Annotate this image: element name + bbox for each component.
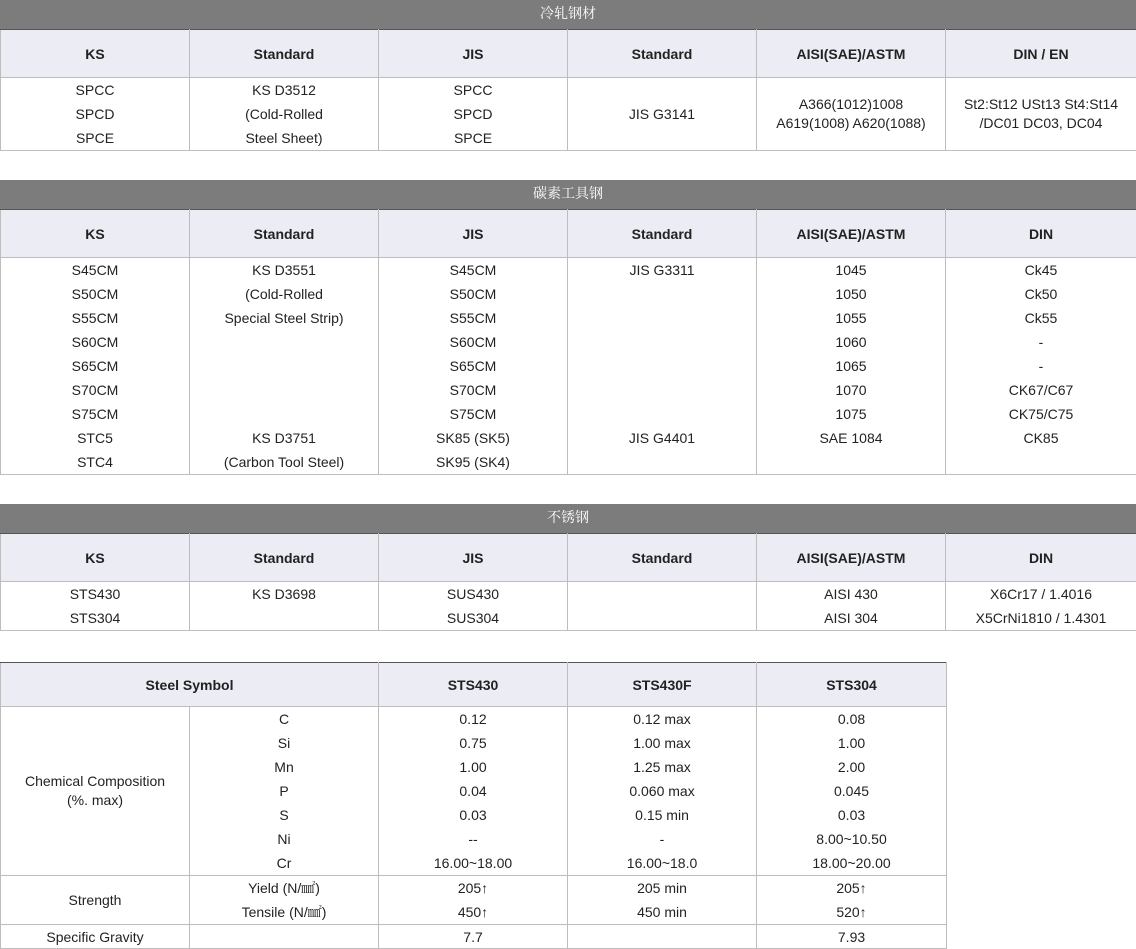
ks-value: S60CM (1, 330, 189, 354)
header-standard: Standard (190, 210, 379, 258)
aisi-line: A366(1012)1008 (757, 95, 945, 114)
element-name: Ni (190, 827, 378, 851)
element-name: P (190, 779, 378, 803)
aisi-value: 1045 (757, 258, 945, 282)
header-sts304: STS304 (757, 663, 947, 707)
jis-value: S60CM (379, 330, 567, 354)
sts430f-value: 0.060 max (568, 779, 756, 803)
chem-label-line: (%. max) (1, 791, 189, 810)
standard-line: (Cold-Rolled (190, 102, 378, 126)
jis-standard-line: JIS G3311 (568, 258, 756, 282)
ks-value: S55CM (1, 306, 189, 330)
sts430f-gravity (568, 925, 757, 949)
section-title-stainless-steel: 不锈钢 (0, 504, 1136, 533)
sts430-value: 1.00 (379, 755, 567, 779)
jis-value: SUS430 (379, 582, 567, 606)
jis-column (379, 258, 568, 475)
jis-standard-line (568, 306, 756, 330)
strength-label: Strength (1, 876, 190, 925)
jis-standard-column (568, 582, 757, 631)
jis-value: S50CM (379, 282, 567, 306)
header-jis: JIS (379, 30, 568, 78)
header-ks: KS (1, 210, 190, 258)
jis-standard-line (568, 330, 756, 354)
ks-column (1, 582, 190, 631)
aisi-value: 1065 (757, 354, 945, 378)
jis-value: S55CM (379, 306, 567, 330)
jis-standard-line (568, 282, 756, 306)
jis-standard-cell: JIS G3141 (568, 78, 757, 151)
sts304-value: 8.00~10.50 (757, 827, 946, 851)
sts430-column (379, 707, 568, 876)
standard-line: KS D3698 (190, 582, 378, 606)
specific-gravity-blank (190, 925, 379, 949)
standard-column (190, 258, 379, 475)
standard-cell (190, 78, 379, 151)
header-standard: Standard (190, 30, 379, 78)
header-aisi: AISI(SAE)/ASTM (757, 210, 946, 258)
sts304-value: 0.08 (757, 707, 946, 731)
header-jis: JIS (379, 534, 568, 582)
din-value: Ck55 (946, 306, 1136, 330)
aisi-value: SAE 1084 (757, 426, 945, 450)
sts304-value: 0.03 (757, 803, 946, 827)
header-sts430f: STS430F (568, 663, 757, 707)
din-value: CK85 (946, 426, 1136, 450)
standard-line (190, 378, 378, 402)
ks-value: S75CM (1, 402, 189, 426)
sts430-value: 0.03 (379, 803, 567, 827)
element-name: Si (190, 731, 378, 755)
standard-line: (Cold-Rolled (190, 282, 378, 306)
standard-line: KS D3512 (190, 78, 378, 102)
aisi-line: A619(1008) A620(1088) (757, 114, 945, 133)
header-ks: KS (1, 30, 190, 78)
ks-value: STC5 (1, 426, 189, 450)
section-title-carbon-tool-steel: 碳素工具钢 (0, 180, 1136, 209)
header-din: DIN (946, 534, 1136, 582)
chemical-composition-label (1, 707, 190, 876)
ks-value: S45CM (1, 258, 189, 282)
header-aisi: AISI(SAE)/ASTM (757, 534, 946, 582)
jis-value: S70CM (379, 378, 567, 402)
jis-value: S75CM (379, 402, 567, 426)
din-value: X5CrNi1810 / 1.4301 (946, 606, 1136, 630)
jis-standard-line (568, 378, 756, 402)
sts430-value: 0.12 (379, 707, 567, 731)
sts430-value: 0.75 (379, 731, 567, 755)
jis-value: S65CM (379, 354, 567, 378)
ks-value: SPCC (1, 78, 189, 102)
sts430f-value: 205 min (568, 876, 756, 900)
din-cell (946, 78, 1136, 151)
standard-line: KS D3751 (190, 426, 378, 450)
aisi-column (757, 258, 946, 475)
sts430-value: 450↑ (379, 900, 567, 924)
sts430f-value: 1.00 max (568, 731, 756, 755)
sts430f-value: 450 min (568, 900, 756, 924)
standard-line (190, 606, 378, 630)
sts304-value: 18.00~20.00 (757, 851, 946, 875)
sts304-gravity: 7.93 (757, 925, 947, 949)
din-value: Ck50 (946, 282, 1136, 306)
din-column (946, 582, 1136, 631)
header-steel-symbol: Steel Symbol (1, 663, 379, 707)
jis-standard-line: JIS G4401 (568, 426, 756, 450)
din-value: CK75/C75 (946, 402, 1136, 426)
header-jis: JIS (379, 210, 568, 258)
aisi-value: AISI 304 (757, 606, 945, 630)
strength-type: Yield (N/㎟) (190, 876, 378, 900)
standard-line (190, 354, 378, 378)
aisi-value: AISI 430 (757, 582, 945, 606)
aisi-value: 1070 (757, 378, 945, 402)
din-value: Ck45 (946, 258, 1136, 282)
standard-line: (Carbon Tool Steel) (190, 450, 378, 474)
sts430-value: 205↑ (379, 876, 567, 900)
element-name: C (190, 707, 378, 731)
ks-column (1, 258, 190, 475)
element-name: Cr (190, 851, 378, 875)
jis-value: SPCD (379, 102, 567, 126)
standard-line (190, 330, 378, 354)
standard-column (190, 582, 379, 631)
jis-cell (379, 78, 568, 151)
sts304-value: 0.045 (757, 779, 946, 803)
header-jis-standard: Standard (568, 30, 757, 78)
header-din: DIN / EN (946, 30, 1136, 78)
ks-value: SPCD (1, 102, 189, 126)
sts430f-strength (568, 876, 757, 925)
din-line: St2:St12 USt13 St4:St14 (946, 95, 1136, 114)
aisi-column (757, 582, 946, 631)
sts430-value: -- (379, 827, 567, 851)
standard-line: Special Steel Strip) (190, 306, 378, 330)
sts430-value: 0.04 (379, 779, 567, 803)
din-value (946, 450, 1136, 474)
sts430f-value: 1.25 max (568, 755, 756, 779)
header-ks: KS (1, 534, 190, 582)
standard-line (190, 402, 378, 426)
sts430-value: 16.00~18.00 (379, 851, 567, 875)
element-name: Mn (190, 755, 378, 779)
header-jis-standard: Standard (568, 210, 757, 258)
specific-gravity-label: Specific Gravity (1, 925, 190, 949)
jis-value: SPCC (379, 78, 567, 102)
sts304-value: 520↑ (757, 900, 946, 924)
aisi-value: 1075 (757, 402, 945, 426)
sts430-gravity: 7.7 (379, 925, 568, 949)
jis-standard-column (568, 258, 757, 475)
din-value: X6Cr17 / 1.4016 (946, 582, 1136, 606)
jis-value: SK95 (SK4) (379, 450, 567, 474)
jis-value: SUS304 (379, 606, 567, 630)
sts430f-value: - (568, 827, 756, 851)
sts430f-column (568, 707, 757, 876)
sts430f-value: 0.15 min (568, 803, 756, 827)
sts304-column (757, 707, 947, 876)
header-standard: Standard (190, 534, 379, 582)
header-jis-standard: Standard (568, 534, 757, 582)
header-aisi: AISI(SAE)/ASTM (757, 30, 946, 78)
sts304-value: 2.00 (757, 755, 946, 779)
strength-type-column (190, 876, 379, 925)
ks-value: SPCE (1, 126, 189, 150)
sts430f-value: 0.12 max (568, 707, 756, 731)
composition-table (0, 662, 947, 949)
chem-label-line: Chemical Composition (1, 772, 189, 791)
ks-value: STC4 (1, 450, 189, 474)
ks-value: STS430 (1, 582, 189, 606)
aisi-value: 1050 (757, 282, 945, 306)
jis-value: SPCE (379, 126, 567, 150)
jis-standard-line (568, 354, 756, 378)
ks-value: S50CM (1, 282, 189, 306)
aisi-value: 1060 (757, 330, 945, 354)
jis-value: SK85 (SK5) (379, 426, 567, 450)
section-title-cold-rolled: 冷轧钢材 (0, 0, 1136, 29)
sts304-value: 205↑ (757, 876, 946, 900)
jis-standard-line (568, 450, 756, 474)
jis-column (379, 582, 568, 631)
jis-standard-line (568, 402, 756, 426)
aisi-value (757, 450, 945, 474)
ks-cell (1, 78, 190, 151)
carbon-tool-steel-table (0, 209, 1136, 475)
sts430f-value: 16.00~18.0 (568, 851, 756, 875)
din-column (946, 258, 1136, 475)
sts304-value: 1.00 (757, 731, 946, 755)
aisi-value: 1055 (757, 306, 945, 330)
standard-line: KS D3551 (190, 258, 378, 282)
strength-type: Tensile (N/㎟) (190, 900, 378, 924)
din-line: /DC01 DC03, DC04 (946, 114, 1136, 133)
ks-value: S65CM (1, 354, 189, 378)
aisi-cell (757, 78, 946, 151)
standard-line: Steel Sheet) (190, 126, 378, 150)
din-value: - (946, 354, 1136, 378)
ks-value: S70CM (1, 378, 189, 402)
sts430-strength (379, 876, 568, 925)
element-column (190, 707, 379, 876)
din-value: CK67/C67 (946, 378, 1136, 402)
element-name: S (190, 803, 378, 827)
ks-value: STS304 (1, 606, 189, 630)
jis-value: S45CM (379, 258, 567, 282)
din-value: - (946, 330, 1136, 354)
header-sts430: STS430 (379, 663, 568, 707)
cold-rolled-table (0, 29, 1136, 151)
header-din: DIN (946, 210, 1136, 258)
stainless-steel-table (0, 533, 1136, 631)
sts304-strength (757, 876, 947, 925)
